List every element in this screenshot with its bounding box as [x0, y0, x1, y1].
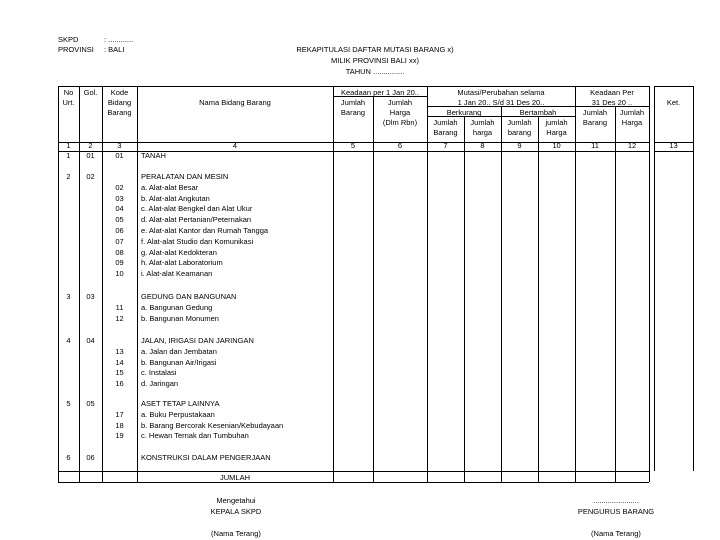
header-awal-jh-2: Harga — [389, 108, 411, 117]
item-kode: 18 — [115, 420, 124, 430]
report-subtitle: MILIK PROVINSI BALI xx) — [331, 56, 419, 65]
header-kode-1: Kode — [110, 88, 129, 97]
item-kode: 16 — [115, 379, 124, 389]
sign-right-name: (Nama Terang) — [591, 529, 641, 538]
row-kode: 01 — [115, 151, 124, 160]
row-gol: 02 — [86, 172, 95, 181]
item-kode: 12 — [115, 313, 124, 323]
column-number: 2 — [88, 141, 93, 150]
row-no: 2 — [66, 172, 71, 181]
column-number: 4 — [232, 141, 238, 150]
header-berkurang-jb-1: Jumlah — [433, 118, 458, 127]
item-name: i. Alat-alat Keamanan — [141, 269, 213, 279]
item-kode: 07 — [115, 236, 124, 246]
grid-line — [58, 471, 649, 472]
provinsi-value: : BALI — [104, 45, 125, 54]
report-title: REKAPITULASI DAFTAR MUTASI BARANG x) — [296, 45, 454, 54]
item-kode: 02 — [115, 182, 124, 192]
group-title: JALAN, IRIGASI DAN JARINGAN — [141, 336, 254, 345]
header-awal-jh-1: Jumlah — [387, 98, 413, 107]
row-no: 3 — [66, 292, 71, 301]
column-number: 12 — [627, 141, 637, 150]
header-bertambah-jb-1: Jumlah — [507, 118, 532, 127]
column-number: 1 — [66, 141, 71, 150]
item-name: a. Jalan dan Jembatan — [141, 346, 217, 356]
group-title: TANAH — [141, 151, 166, 160]
item-name: a. Bangunan Gedung — [141, 302, 213, 312]
skpd-value: : ............ — [104, 35, 134, 44]
item-name: c. Instalasi — [141, 368, 177, 378]
report-year: TAHUN ............... — [345, 67, 405, 76]
header-urt: Urt. — [62, 98, 75, 107]
group-title: ASET TETAP LAINNYA — [141, 399, 220, 408]
header-akhir-jh-2: Harga — [621, 118, 643, 127]
item-name: c. Hewan Ternak dan Tumbuhan — [141, 431, 249, 441]
row-gol: 01 — [86, 151, 95, 160]
column-number: 7 — [443, 141, 448, 150]
item-kode: 19 — [115, 431, 124, 441]
group-title: PERALATAN DAN MESIN — [141, 172, 229, 181]
item-name: a. Buku Perpustakaan — [141, 409, 215, 419]
row-no: 4 — [66, 336, 71, 345]
header-berkurang-jb-2: Barang — [433, 128, 458, 137]
item-kode: 09 — [115, 258, 124, 268]
row-gol: 06 — [86, 453, 95, 462]
header-kode-3: Barang — [107, 108, 132, 117]
item-kode: 11 — [115, 302, 124, 312]
item-kode: 06 — [115, 226, 124, 235]
header-berkurang: Berkurang — [446, 108, 482, 117]
row-no: 1 — [66, 151, 71, 160]
item-name: e. Alat-alat Kantor dan Rumah Tangga — [141, 226, 269, 235]
column-number: 11 — [591, 141, 599, 150]
grid-line — [538, 116, 539, 482]
group-title: GEDUNG DAN BANGUNAN — [141, 292, 237, 301]
header-awal-jh-3: (Dlm Rbn) — [382, 118, 418, 127]
sign-left-line1: Mengetahui — [216, 496, 256, 505]
sign-left-line2: KEPALA SKPD — [210, 507, 262, 516]
header-keadaan-awal: Keadaan per 1 Jan 20.. — [341, 88, 419, 97]
header-awal-jb-1: Jumlah — [340, 98, 366, 107]
item-kode: 03 — [115, 193, 124, 203]
header-bertambah: Bertambah — [519, 108, 557, 117]
row-no: 5 — [66, 399, 71, 408]
item-name: b. Bangunan Monumen — [141, 313, 219, 323]
header-ket: Ket. — [666, 98, 681, 107]
item-kode: 04 — [115, 204, 124, 214]
sign-left-name: (Nama Terang) — [211, 529, 261, 538]
grid-line — [615, 106, 616, 482]
header-bertambah-jh-2: Harga — [546, 128, 567, 137]
column-number: 5 — [350, 141, 356, 150]
item-name: g. Alat-alat Kedokteran — [141, 247, 217, 257]
item-name: b. Barang Bercorak Kesenian/Kebudayaan — [141, 420, 284, 430]
header-awal-jb-2: Barang — [340, 108, 366, 117]
sign-right-line1: ...................... — [593, 496, 639, 505]
header-akhir-jb-1: Jumlah — [582, 108, 608, 117]
header-keadaan-akhir-1: Keadaan Per — [590, 88, 634, 97]
column-number: 6 — [397, 141, 403, 150]
grid-line — [654, 86, 693, 87]
column-number: 13 — [669, 141, 678, 150]
item-kode: 08 — [115, 247, 124, 257]
provinsi-label: PROVINSI — [58, 45, 94, 54]
header-mutasi-1: Mutasi/Perubahan selama — [457, 88, 545, 97]
column-number: 10 — [552, 141, 561, 150]
column-number: 9 — [517, 141, 522, 150]
header-akhir-jh-1: Jumlah — [619, 108, 645, 117]
item-name: h. Alat-alat Laboratorium — [141, 258, 223, 268]
column-number: 8 — [480, 141, 485, 150]
grid-line — [693, 86, 694, 471]
jumlah-label: JUMLAH — [219, 473, 250, 482]
item-name: a. Alat-alat Besar — [141, 182, 199, 192]
grid-line — [501, 106, 502, 482]
column-number: 3 — [117, 141, 122, 150]
header-berkurang-jh-1: Jumlah — [470, 118, 495, 127]
header-keadaan-akhir-2: 31 Des 20 .. — [591, 98, 633, 107]
header-berkurang-jh-2: harga — [472, 128, 493, 137]
skpd-label: SKPD — [58, 35, 79, 44]
header-nama-bidang: Nama Bidang Barang — [199, 98, 271, 107]
item-name: b. Bangunan Air/Irigasi — [141, 357, 217, 367]
item-kode: 05 — [115, 215, 124, 225]
item-kode: 13 — [115, 346, 124, 356]
header-bertambah-jh-1: jumlah — [545, 118, 568, 127]
item-kode: 17 — [115, 409, 124, 419]
header-no: No — [63, 88, 74, 97]
header-gol: Gol. — [83, 88, 98, 97]
header-akhir-jb-2: Barang — [582, 118, 608, 127]
item-name: f. Alat-alat Studio dan Komunikasi — [141, 236, 254, 246]
item-kode: 15 — [115, 368, 124, 378]
row-no: 6 — [66, 453, 71, 462]
item-name: d. Jaringan — [141, 379, 179, 389]
item-name: b. Alat-alat Angkutan — [141, 193, 210, 203]
row-gol: 04 — [86, 336, 95, 345]
sign-right-line2: PENGURUS BARANG — [577, 507, 655, 516]
item-kode: 10 — [115, 269, 124, 279]
grid-line — [649, 86, 650, 482]
header-bertambah-jb-2: barang — [507, 128, 532, 137]
item-name: c. Alat-alat Bengkel dan Alat Ukur — [141, 204, 253, 214]
group-title: KONSTRUKSI DALAM PENGERJAAN — [141, 453, 271, 462]
item-name: d. Alat-alat Pertanian/Peternakan — [141, 215, 252, 225]
grid-line — [58, 86, 649, 87]
row-gol: 05 — [86, 399, 95, 408]
header-mutasi-2: 1 Jan 20.. S/d 31 Des 20.. — [457, 98, 545, 107]
item-kode: 14 — [115, 357, 124, 367]
grid-line — [464, 116, 465, 482]
grid-line — [373, 96, 374, 482]
header-kode-2: Bidang — [107, 98, 132, 107]
row-gol: 03 — [86, 292, 95, 301]
